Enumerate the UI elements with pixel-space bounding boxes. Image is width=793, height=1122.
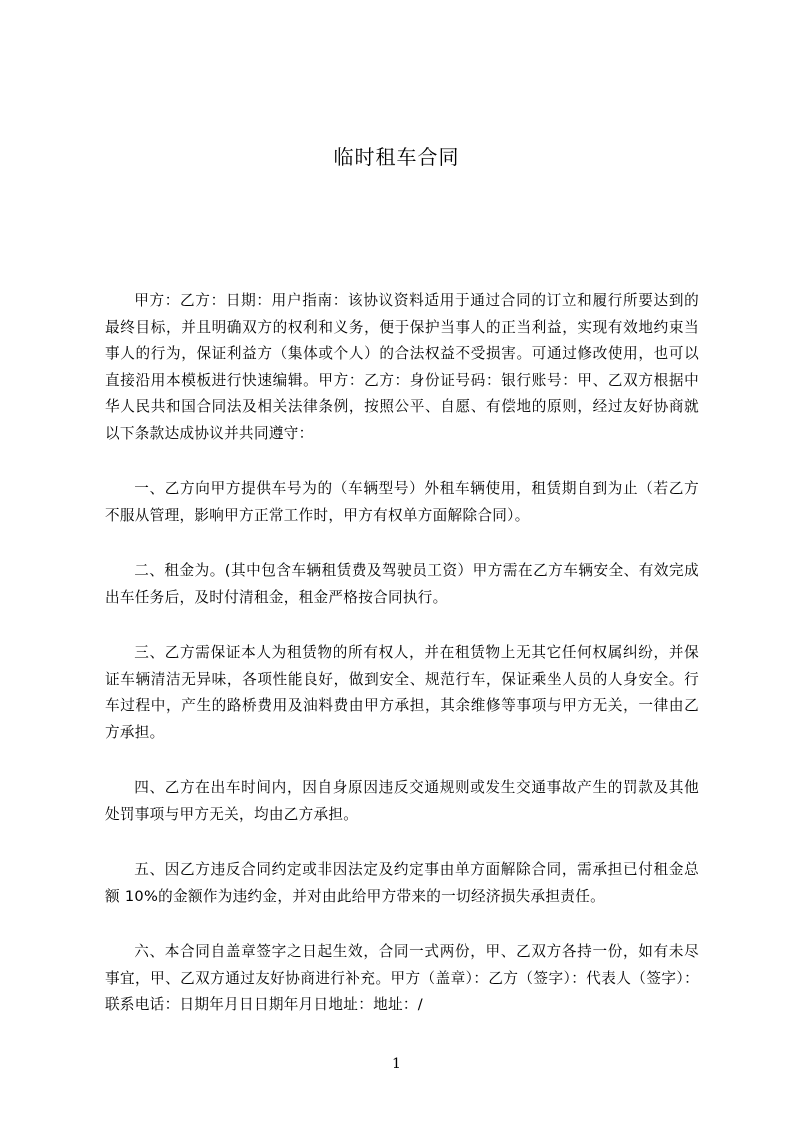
paragraph-clause-1: 一、乙方向甲方提供车号为的（车辆型号）外租车辆使用，租赁期自到为止（若乙方不服从管理，影响甲方正常工作时，甲方有权单方面解除合同）。 <box>105 480 699 524</box>
paragraph-clause-4: 四、乙方在出车时间内，因自身原因违反交通规则或发生交通事故产生的罚款及其他处罚事项与甲方无关，均由乙方承担。 <box>105 779 699 823</box>
page-number: 1 <box>392 1056 401 1072</box>
paragraph-clause-6: 六、本合同自盖章签字之日起生效，合同一式两份，甲、乙双方各持一份，如有未尽事宜，甲、乙双方通过友好协商进行补充。甲方（盖章）：乙方（签字）：代表人（签字）：联系电话：日期年月日日期年月日地址：地址：/ <box>105 943 699 1013</box>
paragraph-clause-3: 三、乙方需保证本人为租赁物的所有权人，并在租赁物上无其它任何权属纠纷，并保证车辆清洁无异味，各项性能良好，做到安全、规范行车，保证乘坐人员的人身安全。行车过程中，产生的路桥费用及油料费由甲方承担，其余维修等事项与甲方无关，一律由乙方承担。 <box>105 644 699 741</box>
document-body <box>105 288 699 1048</box>
document-title: 临时租车合同 <box>333 145 460 169</box>
paragraph-preamble: 甲方：乙方：日期：用户指南：该协议资料适用于通过合同的订立和履行所要达到的最终目标，并且明确双方的权利和义务，便于保护当事人的正当利益，实现有效地约束当事人的行为，保证利益方（集体或个人）的合法权益不受损害。可通过修改使用，也可以直接沿用本模板进行快速编辑。甲方：乙方：身份证号码：银行账号：甲、乙双方根据中华人民共和国合同法及相关法律条例，按照公平、自愿、有偿地的原则，经过友好协商就以下条款达成协议并共同遵守： <box>105 292 699 442</box>
paragraph-clause-2: 二、租金为。(其中包含车辆租赁费及驾驶员工资）甲方需在乙方车辆安全、有效完成出车任务后，及时付清租金，租金严格按合同执行。 <box>105 562 699 606</box>
paragraph-clause-5: 五、因乙方违反合同约定或非因法定及约定事由单方面解除合同，需承担已付租金总额 10%的金额作为违约金，并对由此给甲方带来的一切经济损失承担责任。 <box>105 861 699 905</box>
